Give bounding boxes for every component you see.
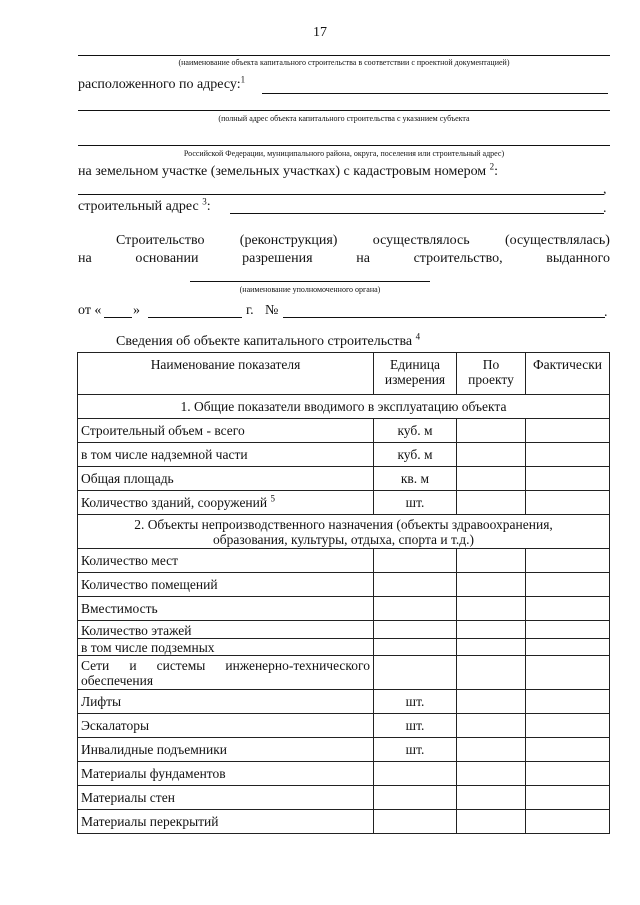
header-name: Наименование показателя xyxy=(78,353,374,395)
actual-cell[interactable] xyxy=(526,467,610,491)
page-number: 17 xyxy=(313,25,327,40)
object-info-table xyxy=(77,352,610,834)
actual-cell[interactable] xyxy=(526,621,610,639)
actual-cell[interactable] xyxy=(526,786,610,810)
section-1-title: 1. Общие показатели вводимого в эксплуатацию объекта xyxy=(78,395,610,419)
row-name: в том числе подземных xyxy=(78,639,374,656)
row-name: Материалы фундаментов xyxy=(78,762,374,786)
date-mid: » xyxy=(133,303,140,318)
actual-cell[interactable] xyxy=(526,443,610,467)
row-name: Материалы стен xyxy=(78,786,374,810)
project-cell[interactable] xyxy=(457,491,526,515)
project-cell[interactable] xyxy=(457,714,526,738)
row-unit: куб. м xyxy=(374,443,457,467)
project-cell[interactable] xyxy=(457,690,526,714)
date-month-input[interactable] xyxy=(148,317,242,318)
row-name: Инвалидные подъемники xyxy=(78,738,374,762)
project-cell[interactable] xyxy=(457,762,526,786)
row-unit xyxy=(374,762,457,786)
row-name: Строительный объем - всего xyxy=(78,419,374,443)
cadastral-input-line[interactable] xyxy=(78,194,604,195)
building-address-input-line[interactable] xyxy=(230,213,604,214)
actual-cell[interactable] xyxy=(526,810,610,834)
header-actual: Фактически xyxy=(526,353,610,395)
word-reconstruction: (реконструкция) xyxy=(239,233,338,248)
row-unit xyxy=(374,810,457,834)
row-name: Сети и системы инженерно-технического обеспечения xyxy=(78,656,374,690)
project-cell[interactable] xyxy=(457,419,526,443)
project-cell[interactable] xyxy=(457,597,526,621)
full-address-caption-2: Российской Федерации, муниципального района, округа, поселения или строительный адрес) xyxy=(183,149,505,158)
row-name: Общая площадь xyxy=(78,467,374,491)
row-unit: кв. м xyxy=(374,467,457,491)
row-unit xyxy=(374,597,457,621)
row-unit xyxy=(374,656,457,690)
row-unit xyxy=(374,549,457,573)
row-name: в том числе надземной части xyxy=(78,443,374,467)
authority-input-line[interactable] xyxy=(190,281,430,282)
row-unit: шт. xyxy=(374,714,457,738)
project-cell[interactable] xyxy=(457,549,526,573)
full-address-caption: (полный адрес объекта капитального строительства с указанием субъекта xyxy=(218,114,470,123)
actual-cell[interactable] xyxy=(526,762,610,786)
object-name-line xyxy=(78,55,610,56)
date-year: г. xyxy=(246,303,254,318)
basis-line: на основании разрешения на строительство, выданного xyxy=(78,251,610,266)
actual-cell[interactable] xyxy=(526,656,610,690)
project-cell[interactable] xyxy=(457,786,526,810)
row-name: Материалы перекрытий xyxy=(78,810,374,834)
date-no: № xyxy=(265,303,279,318)
row-unit: куб. м xyxy=(374,419,457,443)
actual-cell[interactable] xyxy=(526,549,610,573)
section-2-title: 2. Объекты непроизводственного назначения (объекты здравоохранения, образования, культуры, отдыха, спорта и т.д.) xyxy=(78,515,610,549)
actual-cell[interactable] xyxy=(526,690,610,714)
row-unit: шт. xyxy=(374,690,457,714)
address-label: расположенного по адресу:$^1$ xyxy=(78,74,246,92)
project-cell[interactable] xyxy=(457,639,526,656)
actual-cell[interactable] xyxy=(526,639,610,656)
construction-line xyxy=(116,233,610,249)
project-cell[interactable] xyxy=(457,621,526,639)
row-name: Количество зданий, сооружений $^5$ xyxy=(78,491,374,515)
header-project: По проекту xyxy=(457,353,526,395)
date-day-input[interactable] xyxy=(104,317,132,318)
row-name: Количество мест xyxy=(78,549,374,573)
row-unit: шт. xyxy=(374,491,457,515)
row-name: Количество этажей xyxy=(78,621,374,639)
row-name: Количество помещений xyxy=(78,573,374,597)
project-cell[interactable] xyxy=(457,443,526,467)
row-name: Лифты xyxy=(78,690,374,714)
word-carried-out: осуществлялось xyxy=(372,233,470,248)
actual-cell[interactable] xyxy=(526,573,610,597)
address-line-3[interactable] xyxy=(78,145,610,146)
date-prefix: от « xyxy=(78,303,102,318)
actual-cell[interactable] xyxy=(526,491,610,515)
project-cell[interactable] xyxy=(457,656,526,690)
authority-caption: (наименование уполномоченного органа) xyxy=(239,285,381,294)
permit-number-input[interactable] xyxy=(283,317,605,318)
row-unit xyxy=(374,573,457,597)
word-construction: Строительство xyxy=(116,233,205,248)
word-carried-out-f: (осуществлялась) xyxy=(504,233,610,248)
row-unit xyxy=(374,786,457,810)
building-address-label: строительный адрес $^3$: xyxy=(78,196,211,214)
row-name: Эскалаторы xyxy=(78,714,374,738)
actual-cell[interactable] xyxy=(526,419,610,443)
project-cell[interactable] xyxy=(457,738,526,762)
header-unit: Единица измерения xyxy=(374,353,457,395)
row-unit xyxy=(374,621,457,639)
table-title: Сведения об объекте капитального строительства $^4$ xyxy=(116,331,421,349)
actual-cell[interactable] xyxy=(526,738,610,762)
address-input-line[interactable] xyxy=(262,93,608,94)
row-name: Вместимость xyxy=(78,597,374,621)
actual-cell[interactable] xyxy=(526,714,610,738)
object-name-caption: (наименование объекта капитального строительства в соответствии с проектной документацией) xyxy=(178,58,510,67)
project-cell[interactable] xyxy=(457,573,526,597)
address-line-2[interactable] xyxy=(78,110,610,111)
row-unit xyxy=(374,639,457,656)
project-cell[interactable] xyxy=(457,810,526,834)
row-unit: шт. xyxy=(374,738,457,762)
land-plot-label: на земельном участке (земельных участках) с кадастровым номером $^2$: xyxy=(78,161,499,179)
project-cell[interactable] xyxy=(457,467,526,491)
actual-cell[interactable] xyxy=(526,597,610,621)
